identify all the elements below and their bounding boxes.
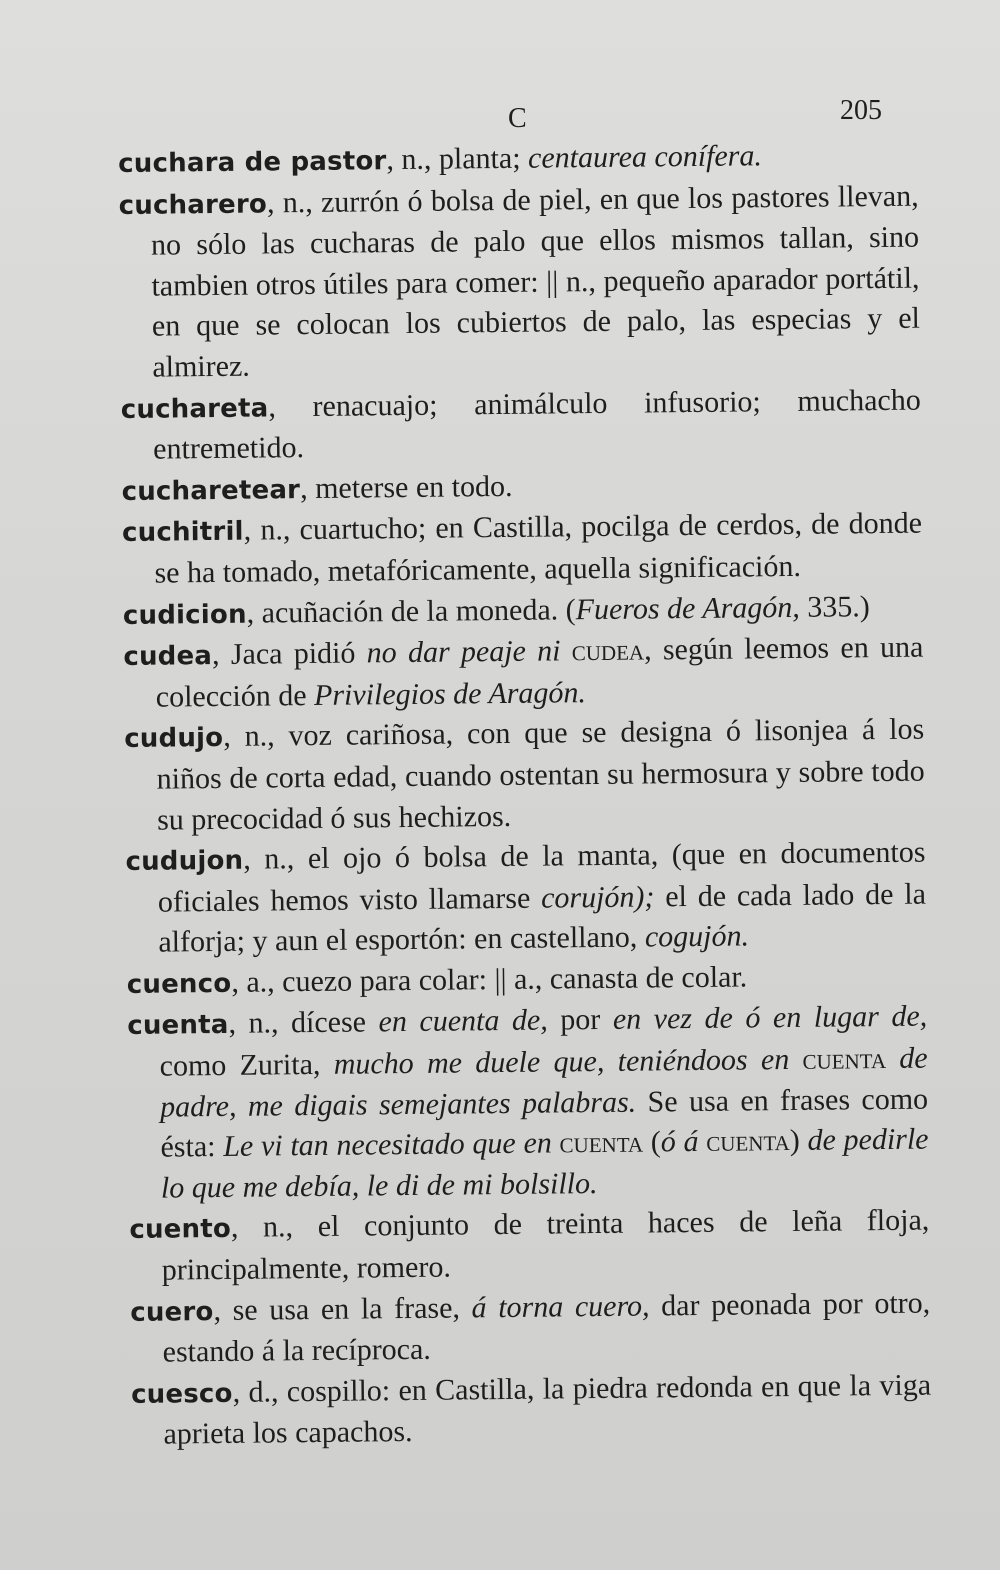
entry-definition-text: , se usa en la frase, <box>213 1290 472 1327</box>
entry-headword: cuento <box>129 1214 232 1246</box>
dictionary-entry <box>124 710 925 841</box>
entry-definition-text: , d., cospillo: en Castilla, la piedra redonda en que la viga aprieta los capachos. <box>163 1368 932 1451</box>
dictionary-entry <box>130 1283 931 1374</box>
entry-small-caps-text: cudea <box>571 633 645 668</box>
entry-small-caps-text: cuenta <box>706 1124 790 1159</box>
entry-italic-text: en cuenta de, <box>378 1004 548 1039</box>
entry-italic-text: mucho me duele que, teniéndoos en <box>333 1043 790 1081</box>
entry-italic-text: ó á <box>660 1125 699 1159</box>
dictionary-entry <box>123 628 924 719</box>
entry-definition-text: , n., planta; <box>386 141 529 177</box>
entry-definition-text: , n., cuartucho; en Castilla, pocilga de cerdos, de donde se ha tomado, metafóricamente, aquella significación. <box>154 506 923 590</box>
entry-definition-text <box>886 1042 900 1075</box>
entry-italic-text: Privilegios de Aragón. <box>313 675 587 712</box>
entry-definition-text: ) <box>789 1124 808 1158</box>
entry-italic-text: á torna cuero, <box>471 1289 650 1324</box>
entry-definition-text: ( <box>642 1125 661 1159</box>
entry-headword: cudea <box>123 641 213 673</box>
entry-headword: cudujo <box>124 723 224 755</box>
entry-definition-text: , n., zurrón ó bolsa de piel, en que los pastores llevan, no sólo las cucharas de palo que ellos mismos tallan, sino tambien otros útiles para comer: || n., pequeño aparador portátil, en que se colocan los cubiertos de palo, las especias y el almirez. <box>150 179 921 384</box>
entry-headword: cucharero <box>118 189 268 221</box>
entry-italic-text: en vez de ó en lugar de, <box>612 1000 928 1037</box>
dictionary-entry <box>118 176 920 388</box>
entry-definition-text: , n., el ojo ó bolsa de la manta, (que en documentos oficiales hemos visto llamarse <box>157 835 926 919</box>
entry-headword: cudujon <box>125 845 244 878</box>
entry-italic-text: de padre, me digais semejantes palabras. <box>159 1041 928 1124</box>
entry-headword: cuenco <box>126 968 232 1000</box>
entry-definition-text: como Zurita, <box>159 1047 334 1083</box>
entry-italic-text: no dar peaje ni <box>366 634 561 670</box>
entry-definition-text: 335.) <box>799 589 871 624</box>
entry-definition-text: el de cada lado de la alforja; y aun el esportón: en castellano, <box>158 877 927 959</box>
entry-definition-text: Se usa en frases como ésta: <box>160 1082 929 1164</box>
entry-headword: cucharetear <box>121 474 301 507</box>
entry-definition-text: , meterse en todo. <box>299 469 513 505</box>
entry-list <box>118 135 932 1456</box>
entry-headword: cudicion <box>122 599 247 631</box>
entry-definition-text: , Jaca pidió <box>211 636 367 672</box>
entry-definition-text: , renacuajo; animálculo infusorio; muchacho entremetido. <box>153 383 921 466</box>
entry-definition-text <box>789 1043 803 1076</box>
dictionary-entry <box>122 504 923 595</box>
entry-headword: cuero <box>130 1296 214 1328</box>
entry-italic-text: Le vi tan necesitado que en <box>223 1126 552 1164</box>
entry-small-caps-text: cuenta <box>802 1042 887 1076</box>
entry-definition-text: , según leemos en una colección de <box>155 630 924 714</box>
entry-headword: cuesco <box>130 1378 233 1410</box>
entry-definition-text: , a., cuezo para colar: || a., canasta de colar. <box>231 960 748 999</box>
entry-italic-text: de pedirle lo que me debía, le di de mi bolsillo. <box>160 1122 929 1205</box>
entry-definition-text: , n., el conjunto de treinta haces de leña floja, principalmente, romero. <box>161 1204 930 1287</box>
entry-headword: cuchareta <box>120 393 269 425</box>
dictionary-entry <box>125 833 926 964</box>
entry-headword: cuchitril <box>121 517 244 549</box>
dictionary-entry <box>127 997 929 1209</box>
entry-definition-text: , n., dícese <box>228 1005 379 1041</box>
section-letter: C <box>508 103 527 134</box>
entry-definition-text: , n., voz cariñosa, con que se designa ó lisonjea á los niños de corta edad, cuando ostentan su hermosura y sobre todo su precocidad ó sus hechizos. <box>156 712 925 837</box>
entry-italic-text: Fueros de Aragón, <box>575 590 801 626</box>
entry-italic-text: cogujón. <box>644 919 750 954</box>
entry-headword: cuchara de pastor <box>118 146 387 179</box>
entry-definition-text: dar peonada por otro, estando á la recíproca. <box>162 1286 931 1369</box>
dictionary-entry <box>131 1365 932 1456</box>
entry-small-caps-text: cuenta <box>559 1125 644 1160</box>
entry-definition-text <box>560 634 572 667</box>
entry-headword: cuenta <box>127 1010 229 1042</box>
entry-definition-text: por <box>547 1003 614 1038</box>
entry-definition-text: , acuñación de la moneda. ( <box>246 592 576 630</box>
dictionary-entry <box>121 380 922 471</box>
entry-italic-text: centaurea conífera. <box>527 139 763 175</box>
page-number: 205 <box>840 95 882 126</box>
entry-italic-text: corujón); <box>540 880 655 915</box>
dictionary-entry <box>129 1201 930 1292</box>
